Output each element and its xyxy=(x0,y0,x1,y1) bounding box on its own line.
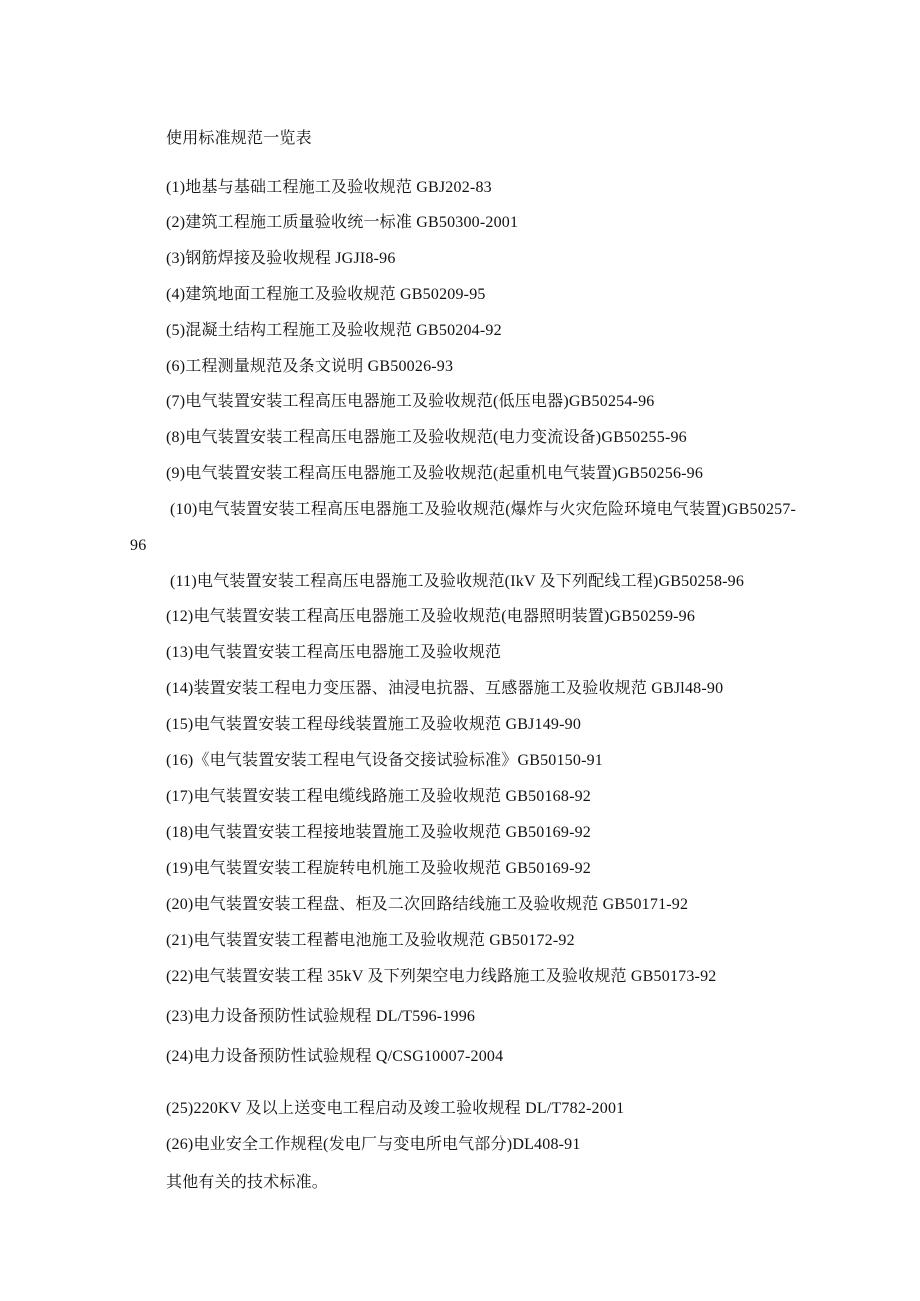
list-item: (5)混凝土结构工程施工及验收规范 GB50204-92 xyxy=(166,322,502,339)
list-item: (11)电气装置安装工程高压电器施工及验收规范(IkV 及下列配线工程)GB50258-96 xyxy=(170,573,745,590)
page-title: 使用标准规范一览表 xyxy=(166,130,312,147)
list-item: (6)工程测量规范及条文说明 GB50026-93 xyxy=(166,358,454,375)
list-item: (7)电气装置安装工程高压电器施工及验收规范(低压电器)GB50254-96 xyxy=(166,393,655,410)
list-item: (21)电气装置安装工程蓄电池施工及验收规范 GB50172-92 xyxy=(166,932,575,949)
list-item: (22)电气装置安装工程 35kV 及下列架空电力线路施工及验收规范 GB50173-92 xyxy=(166,968,717,985)
list-item: (24)电力设备预防性试验规程 Q/CSG10007-2004 xyxy=(166,1048,504,1065)
list-item: (16)《电气装置安装工程电气设备交接试验标准》GB50150-91 xyxy=(166,752,604,769)
list-item: (20)电气装置安装工程盘、柜及二次回路结线施工及验收规范 GB50171-92 xyxy=(166,896,689,913)
list-item: (3)钢筋焊接及验收规程 JGJI8-96 xyxy=(166,250,396,267)
list-item: (9)电气装置安装工程高压电器施工及验收规范(起重机电气装置)GB50256-96 xyxy=(166,465,704,482)
list-item: (12)电气装置安装工程高压电器施工及验收规范(电器照明装置)GB50259-96 xyxy=(166,608,696,625)
list-item: (8)电气装置安装工程高压电器施工及验收规范(电力变流设备)GB50255-96 xyxy=(166,429,687,446)
list-item: (10)电气装置安装工程高压电器施工及验收规范(爆炸与火灾危险环境电气装置)GB50257- xyxy=(170,501,797,518)
list-item: (2)建筑工程施工质量验收统一标准 GB50300-2001 xyxy=(166,214,519,231)
list-item: (14)装置安装工程电力变压器、油浸电抗器、互感器施工及验收规范 GBJl48-90 xyxy=(166,680,724,697)
list-item: (4)建筑地面工程施工及验收规范 GB50209-95 xyxy=(166,286,486,303)
list-item: (26)电业安全工作规程(发电厂与变电所电气部分)DL408-91 xyxy=(166,1136,581,1153)
list-item: (15)电气装置安装工程母线装置施工及验收规范 GBJ149-90 xyxy=(166,716,582,733)
list-item: (18)电气装置安装工程接地装置施工及验收规范 GB50169-92 xyxy=(166,824,592,841)
list-item: (25)220KV 及以上送变电工程启动及竣工验收规程 DL/T782-2001 xyxy=(166,1100,625,1117)
list-item: (1)地基与基础工程施工及验收规范 GBJ202-83 xyxy=(166,179,492,196)
list-item: (19)电气装置安装工程旋转电机施工及验收规范 GB50169-92 xyxy=(166,860,592,877)
footer-note: 其他有关的技术标准。 xyxy=(166,1174,329,1191)
list-item: (23)电力设备预防性试验规程 DL/T596-1996 xyxy=(166,1008,476,1025)
list-item: (17)电气装置安装工程电缆线路施工及验收规范 GB50168-92 xyxy=(166,788,592,805)
list-item: (13)电气装置安装工程高压电器施工及验收规范 xyxy=(166,644,502,661)
list-item-continuation: 96 xyxy=(130,537,147,554)
